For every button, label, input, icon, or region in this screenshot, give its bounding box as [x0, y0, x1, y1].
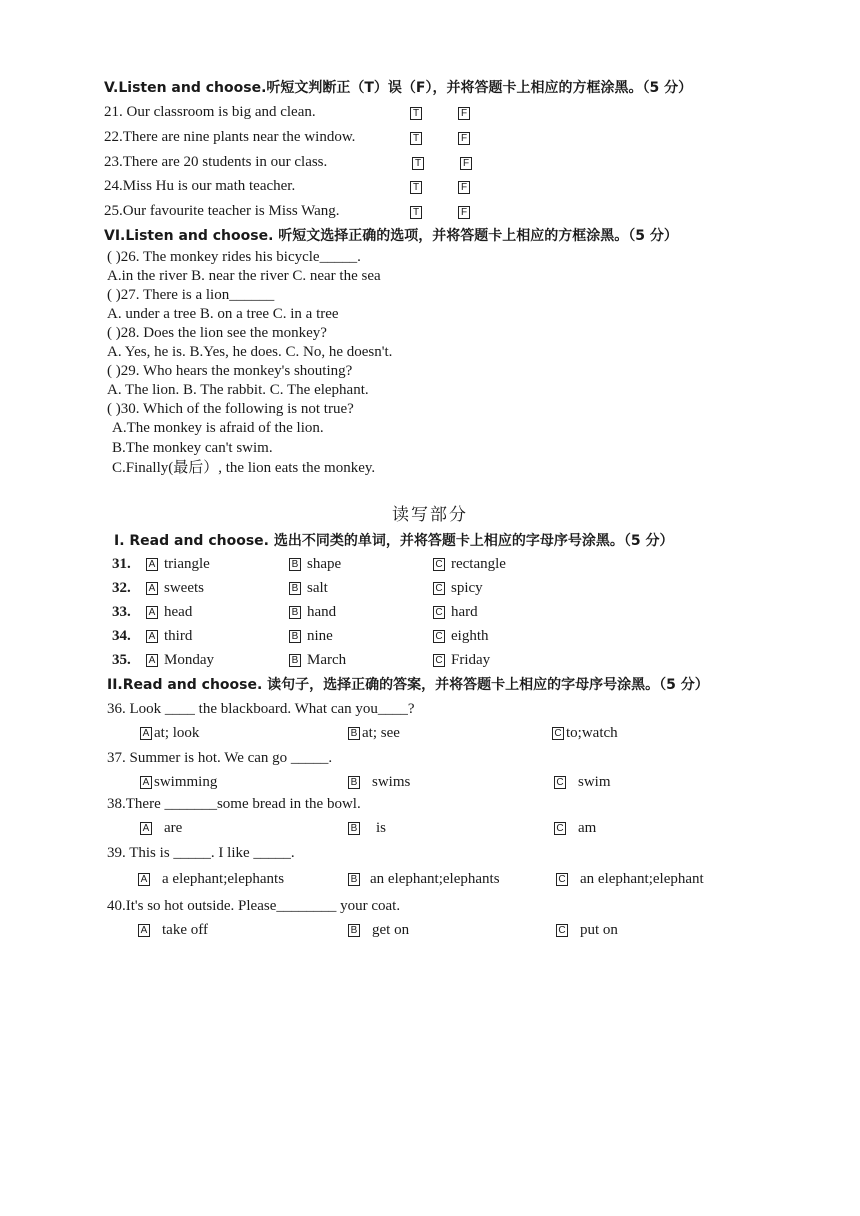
option-c[interactable]: C Friday — [433, 650, 490, 670]
option-b[interactable]: B get on — [348, 920, 409, 940]
true-box[interactable]: T — [410, 130, 422, 147]
option-b[interactable]: B nine — [289, 626, 333, 646]
question-number: 33. — [112, 604, 131, 620]
false-box[interactable]: F — [458, 204, 470, 221]
question-line: 38.There _______some bread in the bowl. — [107, 796, 361, 812]
option-a[interactable]: A sweets — [146, 578, 204, 598]
tf-item: 24.Miss Hu is our math teacher. — [104, 178, 296, 194]
option-b[interactable]: B shape — [289, 554, 341, 574]
true-box[interactable]: T — [410, 179, 422, 196]
question-line: ( )29. Who hears the monkey's shouting? — [107, 363, 353, 379]
option-b[interactable]: B salt — [289, 578, 328, 598]
option-c[interactable]: C spicy — [433, 578, 483, 598]
option-b[interactable]: B an elephant;elephants — [348, 869, 500, 889]
option-b[interactable]: B is — [348, 818, 386, 838]
question-line: 37. Summer is hot. We can go _____. — [107, 750, 333, 766]
option-a[interactable]: A triangle — [146, 554, 210, 574]
option-a[interactable]: A a elephant;elephants — [138, 869, 284, 889]
question-line: ( )27. There is a lion______ — [107, 287, 275, 303]
option-line: A. The lion. B. The rabbit. C. The elephant. — [107, 382, 369, 398]
option-c[interactable]: C eighth — [433, 626, 489, 646]
false-box[interactable]: F — [460, 155, 472, 172]
option-c[interactable]: C hard — [433, 602, 478, 622]
option-b[interactable]: B March — [289, 650, 346, 670]
question-number: 32. — [112, 580, 131, 596]
option-a[interactable]: A swimming — [140, 772, 217, 792]
question-number: 35. — [112, 652, 131, 668]
option-a[interactable]: A Monday — [146, 650, 214, 670]
question-line: ( )30. Which of the following is not true? — [107, 401, 354, 417]
section-6-heading: VI.Listen and choose. 听短文选择正确的选项，并将答题卡上相应的方框涂黑。（5 分） — [104, 228, 678, 244]
question-number: 31. — [112, 556, 131, 572]
section-5-heading: V.Listen and choose.听短文判断正（T）误（F），并将答题卡上相应的方框涂黑。（5 分） — [104, 80, 693, 96]
false-box[interactable]: F — [458, 105, 470, 122]
question-line: ( )28. Does the lion see the monkey? — [107, 325, 327, 341]
option-line: B.The monkey can't swim. — [112, 440, 273, 456]
true-box[interactable]: T — [410, 105, 422, 122]
option-b[interactable]: B at; see — [348, 723, 400, 743]
question-line: 39. This is _____. I like _____. — [107, 845, 295, 861]
option-c[interactable]: C to;watch — [552, 723, 618, 743]
question-line: 40.It's so hot outside. Please________ your coat. — [107, 898, 401, 914]
question-number: 34. — [112, 628, 131, 644]
option-line: C.Finally(最后）, the lion eats the monkey. — [112, 460, 376, 476]
tf-item: 23.There are 20 students in our class. — [104, 154, 328, 170]
section-2-heading: II.Read and choose. 读句子，选择正确的答案，并将答题卡上相应的字母序号涂黑。（5 分） — [107, 677, 709, 693]
option-b[interactable]: B hand — [289, 602, 336, 622]
true-box[interactable]: T — [412, 155, 424, 172]
option-line: A. Yes, he is. B.Yes, he does. C. No, he doesn't. — [107, 344, 393, 360]
option-b[interactable]: B swims — [348, 772, 410, 792]
option-a[interactable]: A are — [140, 818, 182, 838]
tf-item: 21. Our classroom is big and clean. — [104, 104, 316, 120]
option-c[interactable]: C swim — [554, 772, 611, 792]
option-c[interactable]: C am — [554, 818, 596, 838]
question-line: ( )26. The monkey rides his bicycle_____. — [107, 249, 361, 265]
tf-item: 22.There are nine plants near the window. — [104, 129, 356, 145]
false-box[interactable]: F — [458, 179, 470, 196]
true-box[interactable]: T — [410, 204, 422, 221]
option-a[interactable]: A head — [146, 602, 192, 622]
question-line: 36. Look ____ the blackboard. What can you____? — [107, 701, 415, 717]
option-c[interactable]: C rectangle — [433, 554, 506, 574]
tf-item: 25.Our favourite teacher is Miss Wang. — [104, 203, 340, 219]
section-1-heading: I. Read and choose. 选出不同类的单词，并将答题卡上相应的字母序号涂黑。（5 分） — [114, 533, 674, 549]
option-c[interactable]: C put on — [556, 920, 618, 940]
option-a[interactable]: A at; look — [140, 723, 199, 743]
option-line: A.in the river B. near the river C. near the sea — [107, 268, 381, 284]
false-box[interactable]: F — [458, 130, 470, 147]
part-title: 读写部分 — [392, 505, 468, 525]
option-line: A.The monkey is afraid of the lion. — [112, 420, 324, 436]
option-c[interactable]: C an elephant;elephant — [556, 869, 704, 889]
option-a[interactable]: A third — [146, 626, 192, 646]
option-line: A. under a tree B. on a tree C. in a tree — [107, 306, 339, 322]
option-a[interactable]: A take off — [138, 920, 208, 940]
